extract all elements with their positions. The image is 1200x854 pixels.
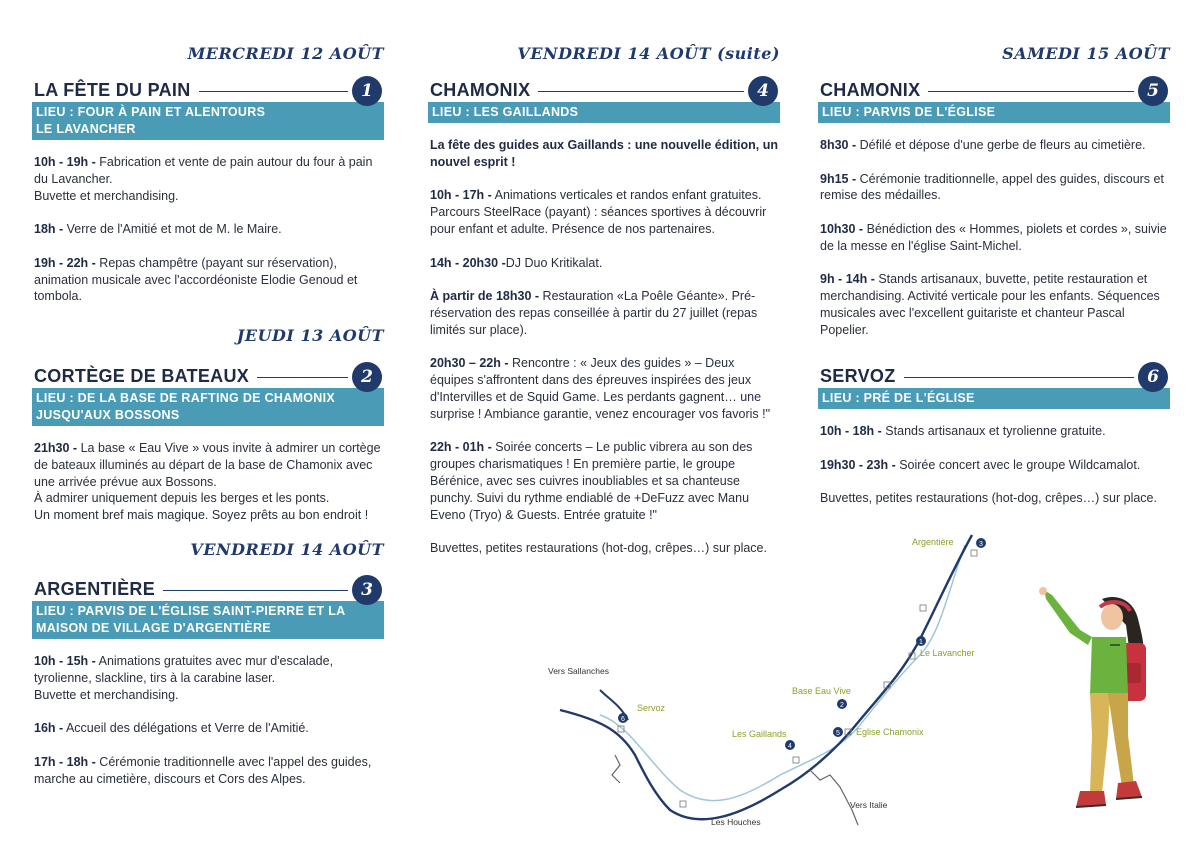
section-chamonix-gaillands	[428, 76, 780, 574]
hiker-hand	[1039, 587, 1047, 595]
program-item: 10h - 15h - Animations gratuites avec mur d'escalade, tyrolienne, slackline, tirs à la carabine laser. Buvette et merchandising.	[34, 654, 334, 702]
section-title: ARGENTIÈRE	[34, 579, 163, 600]
program-item: 9h - 14h - Stands artisanaux, buvette, petite restauration et merchandising. Activité verticale pour les enfants. Séquences musicales avec l'excellent guitariste et chanteur Pascal Popelier.	[820, 272, 1160, 337]
program-item: 18h - Verre de l'Amitié et mot de M. le Maire.	[34, 222, 282, 237]
section-servoz	[818, 362, 1170, 524]
program-item: 19h30 - 23h - Soirée concert avec le groupe Wildcamalot.	[820, 457, 1141, 472]
program-item: 16h - Accueil des délégations et Verre de l'Amitié.	[34, 721, 309, 736]
program-item: 17h - 18h - Cérémonie traditionnelle avec l'appel des guides, marche au cimetière, discours et Cors des Alpes.	[34, 754, 372, 786]
hiker-head	[1101, 604, 1123, 630]
program-item: 22h - 01h - Soirée concerts – Le public vibrera au son des groupes charismatiques ! En première partie, le groupe Bérénice, avec ses cuivres inoubliables et sa chanteuse punchy. Suivi du rythme endiablé de +DeFuzz avec Manu Eveno (Tryo) & Guests. Entrée gratuite !"	[430, 440, 753, 522]
section-header	[32, 362, 384, 388]
section-number-badge: 1	[352, 76, 382, 106]
section-body	[32, 639, 384, 787]
marker-3b	[976, 538, 986, 548]
lieu-banner	[32, 388, 384, 426]
hiker-illustration	[1030, 585, 1160, 820]
program-item: 10h - 17h - Animations verticales et randos enfant gratuites. Parcours SteelRace (payant) : séances sportives à découvrir pour enfant et adulte. Présence de nos partenaires.	[430, 188, 767, 236]
program-item: 20h30 – 22h - Rencontre : « Jeux des guides » – Deux équipes s'affrontent dans des épreuves inspirées des jeux d'Intervilles et de Squid Game. Les perdants gagnent… une surprise ! Ambiance garantie, venez encourager vos favoris !"	[430, 356, 771, 421]
label-servoz: Servoz	[637, 703, 666, 713]
section-cortege-bateaux	[32, 362, 384, 541]
section-header	[32, 76, 384, 102]
program-item: 8h30 - Défilé et dépose d'une gerbe de fleurs au cimetière.	[820, 138, 1146, 152]
program-item: 14h - 20h30 -DJ Duo Kritikalat.	[430, 255, 603, 270]
label-lavancher: Le Lavancher	[920, 648, 975, 658]
road-italy	[810, 770, 858, 825]
intro-text: La fête des guides aux Gaillands : une nouvelle édition, un nouvel esprit !	[430, 138, 778, 169]
lieu-banner	[32, 601, 384, 639]
day-heading: VENDREDI 14 AOÛT	[190, 540, 384, 559]
hiker-torso	[1090, 637, 1128, 695]
section-header	[818, 76, 1170, 102]
section-title: CHAMONIX	[820, 80, 928, 101]
svg-text:5: 5	[836, 730, 840, 737]
section-fete-du-pain	[32, 76, 384, 322]
program-item: 19h - 22h - Repas champêtre (payant sur réservation), animation musicale avec l'accordéoniste Elodie Genoud et tombola.	[34, 255, 358, 304]
lieu-line: LIEU : PARVIS DE L'ÉGLISE	[822, 105, 996, 119]
marker-4	[785, 740, 795, 750]
day-heading: VENDREDI 14 AOÛT (suite)	[517, 44, 780, 63]
road-servoz	[612, 755, 620, 783]
lieu-line: LIEU : PARVIS DE L'ÉGLISE SAINT-PIERRE ET LA	[36, 604, 346, 618]
section-number-badge: 2	[352, 362, 382, 392]
section-number-badge: 3	[352, 575, 382, 605]
svg-text:2: 2	[840, 702, 844, 709]
section-number-badge: 5	[1138, 76, 1168, 106]
program-item: 10h - 19h - Fabrication et vente de pain autour du four à pain du Lavancher. Buvette et merchandising.	[34, 155, 373, 203]
label-vers-italie: Vers Italie	[850, 800, 888, 810]
section-number-badge: 4	[748, 76, 778, 106]
label-les-houches: Les Houches	[711, 817, 761, 827]
church-icons	[618, 550, 977, 807]
section-body	[818, 409, 1170, 507]
svg-text:3: 3	[979, 541, 983, 548]
lieu-line: MAISON DE VILLAGE D'ARGENTIÈRE	[36, 621, 271, 635]
hiker-arm	[1044, 590, 1092, 645]
section-body	[32, 426, 384, 524]
section-header	[32, 575, 384, 601]
program-item: 10h30 - Bénédiction des « Hommes, piolets et cordes », suivie de la messe en l'église Saint-Michel.	[820, 221, 1167, 253]
day-heading: SAMEDI 15 AOÛT	[1002, 44, 1170, 63]
section-argentiere	[32, 575, 384, 804]
hiker-leg-left	[1090, 693, 1110, 793]
program-item: 10h - 18h - Stands artisanaux et tyrolienne gratuite.	[820, 424, 1106, 438]
lieu-line: LIEU : FOUR À PAIN ET ALENTOURS	[36, 105, 266, 119]
label-argentiere: Argentière	[912, 537, 954, 547]
lieu-line: LIEU : LES GAILLANDS	[432, 105, 579, 119]
label-eglise-chamonix: Eglise Chamonix	[856, 727, 924, 737]
program-item: À partir de 18h30 - Restauration «La Poêle Géante». Pré-réservation des repas conseillée à partir du 27 juillet (repas limités sur place).	[430, 289, 758, 337]
marker-5	[833, 727, 843, 737]
lieu-line: LIEU : PRÉ DE L'ÉGLISE	[822, 391, 975, 405]
program-item: Buvettes, petites restaurations (hot-dog, crêpes…) sur place.	[430, 541, 767, 556]
lieu-banner	[818, 388, 1170, 409]
route-map	[540, 525, 983, 835]
lieu-banner	[32, 102, 384, 140]
section-header	[818, 362, 1170, 388]
lieu-line: JUSQU'AUX BOSSONS	[36, 408, 180, 422]
lieu-line: LE LAVANCHER	[36, 122, 136, 136]
marker-1	[916, 636, 926, 646]
svg-text:1: 1	[919, 639, 923, 646]
program-item: 21h30 - La base « Eau Vive » vous invite à admirer un cortège de bateaux illuminés au départ de la base de Chamonix avec une arrivée prévue aux Bossons. À admirer uniquement depuis les berges et les ponts. Un moment bref mais magique. Soyez prêts au bon endroit !	[34, 441, 381, 523]
lieu-banner	[428, 102, 780, 123]
marker-2	[837, 699, 847, 709]
label-base-eau-vive: Base Eau Vive	[792, 686, 851, 696]
program-item: Buvettes, petites restaurations (hot-dog, crêpes…) sur place.	[820, 491, 1157, 506]
section-body	[428, 123, 780, 557]
lieu-banner	[818, 102, 1170, 123]
section-title: LA FÊTE DU PAIN	[34, 80, 199, 101]
program-item: 9h15 - Cérémonie traditionnelle, appel des guides, discours et remise des médailles.	[820, 171, 1164, 203]
label-gaillands: Les Gaillands	[732, 729, 787, 739]
marker-6	[618, 713, 628, 723]
section-number-badge: 6	[1138, 362, 1168, 392]
svg-text:4: 4	[788, 743, 792, 750]
section-title: SERVOZ	[820, 366, 904, 387]
road-line	[560, 535, 972, 819]
section-title: CHAMONIX	[430, 80, 538, 101]
svg-text:6: 6	[621, 716, 625, 723]
lieu-line: LIEU : DE LA BASE DE RAFTING DE CHAMONIX	[36, 391, 336, 405]
hiker-leg-right	[1108, 693, 1134, 787]
river-line	[600, 545, 965, 801]
section-body	[818, 123, 1170, 339]
section-title: CORTÈGE DE BATEAUX	[34, 366, 257, 387]
day-heading: JEUDI 13 AOÛT	[236, 326, 384, 345]
section-chamonix-eglise	[818, 76, 1170, 355]
day-heading: MERCREDI 12 AOÛT	[187, 44, 384, 63]
label-vers-sallanches: Vers Sallanches	[548, 666, 609, 676]
section-header	[428, 76, 780, 102]
section-body	[32, 140, 384, 305]
